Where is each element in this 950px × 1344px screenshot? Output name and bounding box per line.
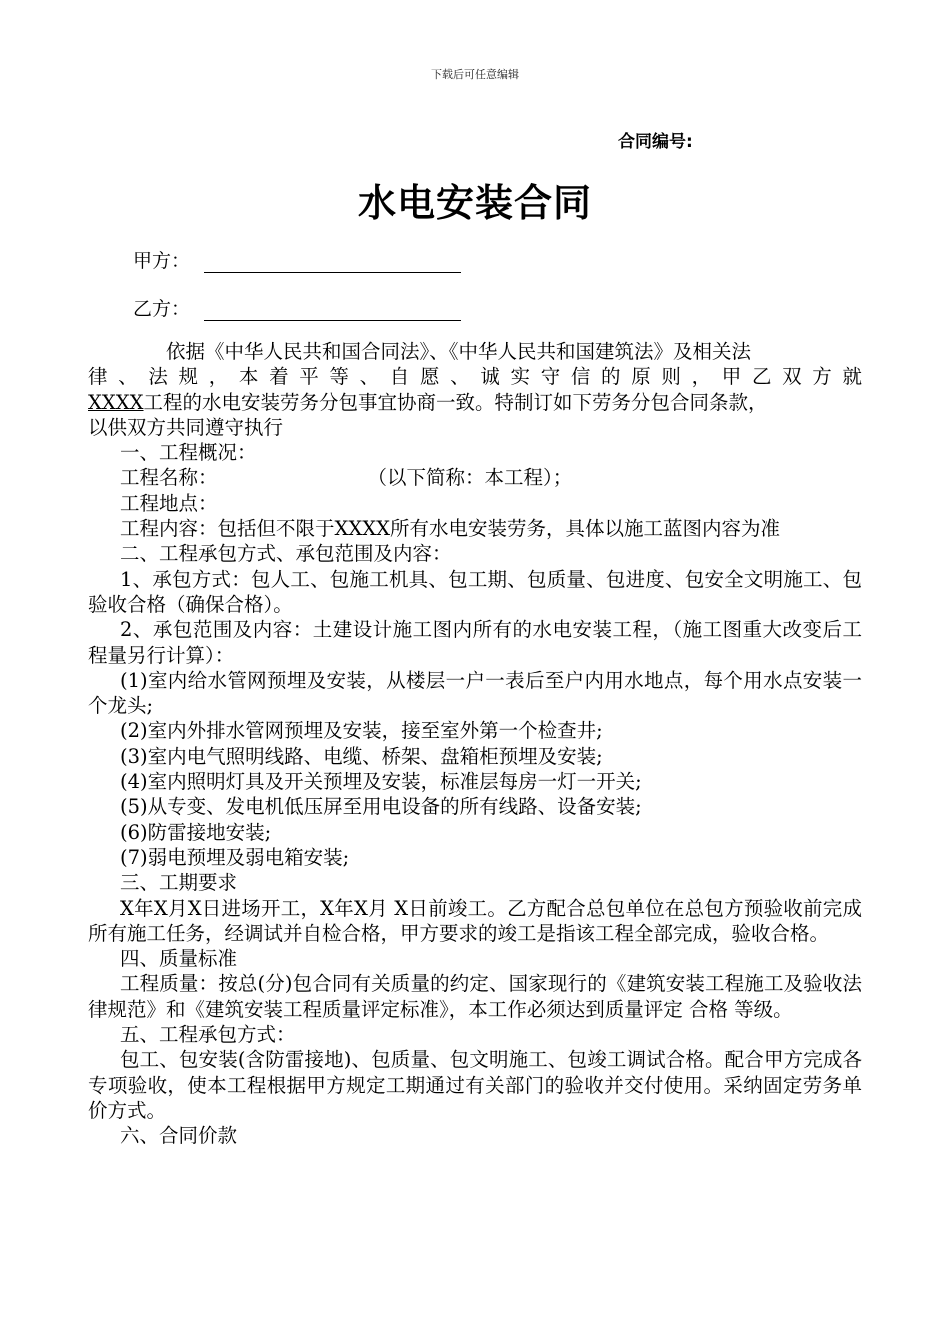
project-content: 工程内容：包括但不限于XXXX所有水电安装劳务，具体以施工蓝图内容为准: [120, 517, 781, 541]
scope-item-7: (7)弱电预埋及弱电箱安装;: [120, 845, 350, 869]
scope-item-5: (5)从专变、发电机低压屏至用电设备的所有线路、设备安装;: [120, 795, 642, 819]
scope-item-6: (6)防雷接地安装;: [120, 820, 272, 844]
section-5-heading: 五、工程承包方式：: [120, 1023, 296, 1047]
scope-item-4: (4)室内照明灯具及开关预埋及安装，标准层每房一灯一开关;: [120, 770, 642, 794]
intro-line-4: 以供双方共同遵守执行: [88, 415, 284, 439]
scope-item-1: (1)室内给水管网预埋及安装，从楼层一户一表后至户内用水地点，每个用水点安装一个龙头;: [88, 668, 862, 718]
scope-item-3: (3)室内电气照明线路、电缆、桥架、盘箱柜预埋及安装;: [120, 744, 603, 768]
quality-text: 工程质量：按总(分)包合同有关质量的约定、国家现行的《建筑安装工程施工及验收法律规范》和《建筑安装工程质量评定标准》，本工作必须达到质量评定 合格 等级。: [88, 972, 862, 1021]
section-2-heading: 二、工程承包方式、承包范围及内容：: [120, 542, 452, 566]
intro-line-1: 依据《中华人民共和国合同法》、《中华人民共和国建筑法》及相关法: [166, 340, 752, 363]
section-6-heading: 六、合同价款: [120, 1124, 238, 1148]
section-1-heading: 一、工程概况：: [120, 441, 257, 465]
contract-body: [88, 339, 862, 1149]
contract-scope: 2、承包范围及内容：土建设计施工图内所有的水电安装工程，（施工图重大改变后工程量另行计算）：: [88, 618, 862, 667]
header-note: 下载后可任意编辑: [431, 68, 519, 81]
section-4-heading: 四、质量标准: [120, 947, 238, 971]
intro-line-2: 律、法规，本着平等、自愿、诚实守信的原则，甲乙双方就: [88, 365, 862, 389]
party-a-blank-line: [204, 252, 461, 273]
project-placeholder: XXXX: [88, 390, 144, 414]
contract-method: 1、承包方式：包人工、包施工机具、包工期、包质量、包进度、包安全文明施工、包验收合格（确保合格）。: [88, 567, 862, 616]
contract-number-label: 合同编号:: [618, 132, 693, 152]
project-location: 工程地点：: [120, 491, 218, 515]
scope-item-2: (2)室内外排水管网预埋及安装，接至室外第一个检查井;: [120, 719, 603, 743]
intro-line-3: XXXX工程的水电安装劳务分包事宜协商一致。特制订如下劳务分包合同条款，: [88, 390, 768, 414]
section-3-heading: 三、工期要求: [120, 871, 238, 895]
party-b-label: 乙方：: [133, 298, 191, 320]
party-a-label: 甲方：: [133, 250, 191, 272]
party-b-row: [133, 294, 461, 321]
party-a-row: [133, 246, 461, 273]
party-b-blank-line: [204, 300, 461, 321]
document-title: 水电安装合同: [357, 181, 592, 225]
project-name-row: 工程名称： （以下简称：本工程）；: [120, 466, 573, 490]
method-text: 包工、包安装(含防雷接地)、包质量、包文明施工、包竣工调试合格。配合甲方完成各专项验收，使本工程根据甲方规定工期通过有关部门的验收并交付使用。采纳固定劳务单价方式。: [88, 1048, 862, 1122]
schedule-text: X年X月X日进场开工，X年X月 X日前竣工。乙方配合总包单位在总包方预验收前完成所有施工任务，经调试并自检合格，甲方要求的竣工是指该工程全部完成，验收合格。: [88, 896, 862, 945]
